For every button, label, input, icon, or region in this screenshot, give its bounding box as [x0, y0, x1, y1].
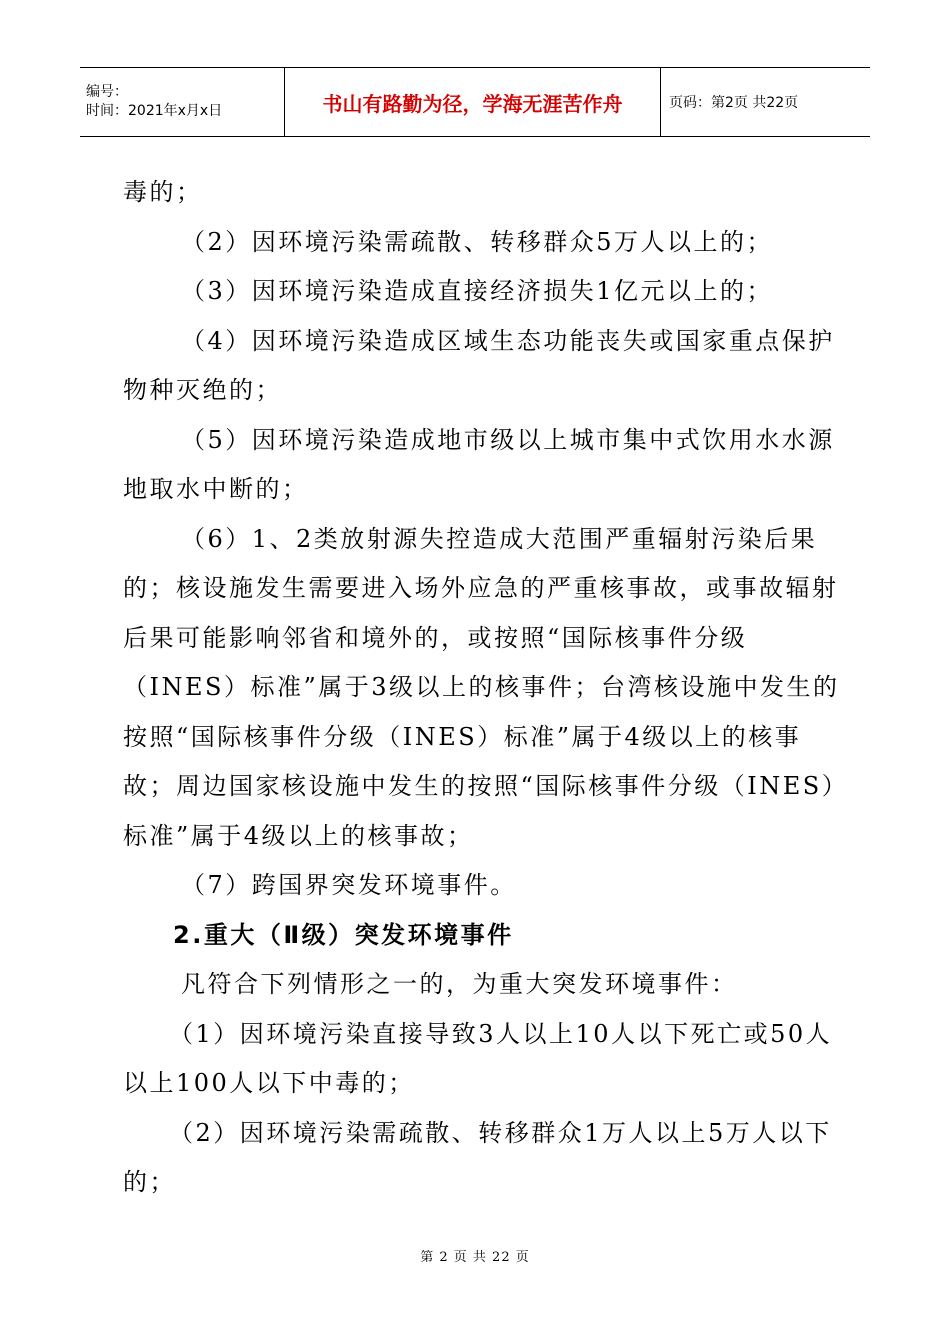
page-footer [0, 1246, 950, 1265]
document-number-label: 编号： [86, 84, 128, 100]
document-time-label: 时间：2021年x月x日 [86, 103, 223, 119]
paragraph-6: （7）跨国界突发环境事件。 [181, 871, 517, 899]
paragraph-8: 凡符合下列情形之一的，为重大突发环境事件： [181, 970, 738, 998]
paragraph-4: （5）因环境污染造成地市级以上城市集中式饮用水水源地取水中断的； [123, 425, 835, 503]
header-motto [285, 68, 661, 136]
paragraph-10: （2）因环境污染需疏散、转移群众1万人以上5万人以下的； [123, 1118, 832, 1196]
page-info-text: 页码：第2页 共22页 [669, 95, 799, 111]
motto-text: 书山有路勤为径，学海无涯苦作舟 [322, 91, 623, 116]
paragraph-1: （2）因环境污染需疏散、转移群众5万人以上的； [181, 227, 774, 256]
header-page-info [661, 68, 870, 136]
paragraph-9: （1）因环境污染直接导致3人以上10人以下死亡或50人以上100人以下中毒的； [123, 1019, 833, 1097]
paragraph-3: （4）因环境污染造成区域生态功能丧失或国家重点保护物种灭绝的； [123, 326, 835, 404]
paragraph-0: 毒的； [123, 178, 203, 206]
paragraph-5: （6）1、2类放射源失控造成大范围严重辐射污染后果的；核设施发生需要进入场外应急的严重核事故，或事故辐射后果可能影响邻省和境外的，或按照“国际核事件分级（INES）标准”属于3级以上的核事件；台湾核设施中发生的按照“国际核事件分级（INES）标准”属于4级以上的核事故；周边国家核设施中发生的按照“国际核事件分级（INES）标准”属于4级以上的核事故； [123, 524, 840, 850]
page-header [80, 67, 870, 137]
document-body [123, 168, 843, 1208]
footer-page-number: 第 2 页 共 22 页 [420, 1250, 530, 1265]
paragraph-2: （3）因环境污染造成直接经济损失1亿元以上的； [181, 277, 774, 305]
header-meta [80, 68, 285, 136]
section-heading: 2.重大（Ⅱ级）突发环境事件 [173, 920, 514, 949]
